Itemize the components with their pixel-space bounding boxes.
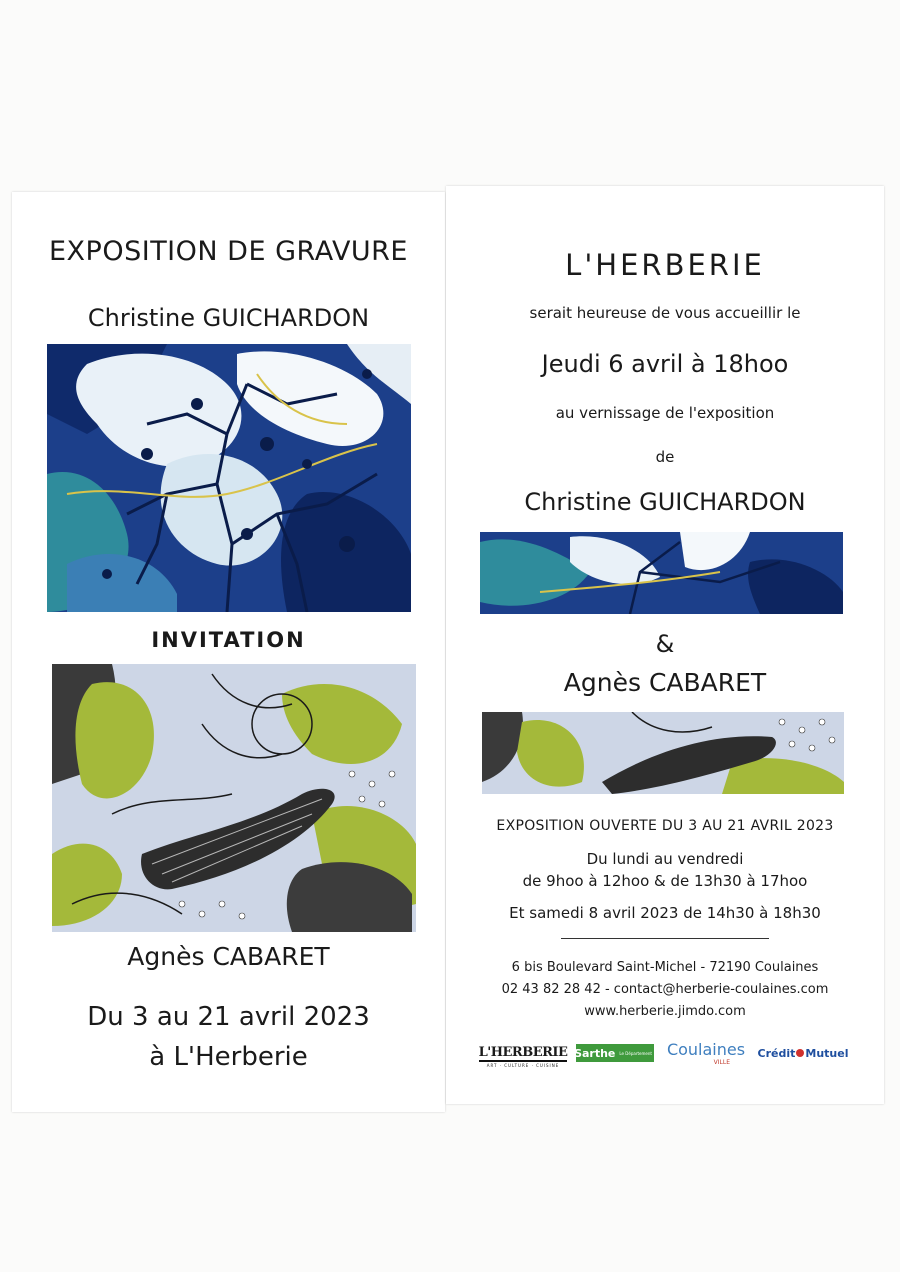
artist-2-name: Agnès CABARET (127, 942, 330, 971)
herberie-logo (478, 1042, 568, 1070)
green-engraving-artwork (52, 664, 416, 932)
credit-mutuel-logo-text-2: Mutuel (805, 1046, 849, 1060)
website: www.herberie.jimdo.com (584, 1004, 746, 1019)
credit-mutuel-logo (756, 1044, 850, 1062)
sarthe-logo-text: Sarthe (574, 1046, 616, 1060)
vernissage-line: au vernissage de l'exposition (555, 404, 775, 422)
hours-times: de 9hoo à 12hoo & de 13h30 à 17hoo (522, 872, 808, 890)
invitation-front-card (12, 192, 445, 1112)
blue-engraving-strip (480, 532, 843, 614)
artist-1-name: Christine GUICHARDON (524, 488, 806, 516)
green-engraving-strip (482, 712, 844, 794)
sarthe-logo-subtext: Le Département (619, 1050, 652, 1056)
credit-mutuel-logo-text-1: Crédit (757, 1046, 796, 1060)
herberie-logo-text: L'HERBERIE (478, 1044, 568, 1060)
credit-mutuel-emblem-icon (796, 1049, 804, 1057)
herberie-logo-tagline: ART · CULTURE · CUISINE (486, 1062, 560, 1068)
separator-line (561, 938, 769, 939)
invitation-back-card (446, 186, 884, 1104)
coulaines-logo-text: Coulaines (666, 1039, 746, 1059)
artist-2-name: Agnès CABARET (563, 668, 767, 697)
coulaines-logo (664, 1038, 748, 1068)
coulaines-logo-subtext: VILLE (713, 1058, 730, 1066)
ampersand: & (655, 630, 675, 658)
event-date: Jeudi 6 avril à 18hoo (541, 350, 789, 378)
blue-engraving-artwork (47, 344, 411, 612)
contact-line: 02 43 82 28 42 - contact@herberie-coulaines.com (501, 982, 829, 997)
invitation-label: INVITATION (151, 628, 306, 652)
hours-days: Du lundi au vendredi (586, 850, 744, 868)
venue-title: L'HERBERIE (565, 248, 765, 282)
artist-1-name: Christine GUICHARDON (87, 304, 370, 332)
intro-text: serait heureuse de vous accueillir le (529, 304, 801, 322)
opening-period: EXPOSITION OUVERTE DU 3 AU 21 AVRIL 2023 (496, 818, 834, 834)
address: 6 bis Boulevard Saint-Michel - 72190 Coulaines (511, 960, 819, 975)
sarthe-logo (576, 1044, 654, 1062)
exhibition-venue: à L'Herberie (149, 1042, 308, 1072)
de-text: de (655, 448, 675, 466)
exhibition-heading: EXPOSITION DE GRAVURE (49, 236, 408, 267)
saturday-hours: Et samedi 8 avril 2023 de 14h30 à 18h30 (509, 904, 821, 922)
exhibition-dates: Du 3 au 21 avril 2023 (87, 1002, 370, 1032)
